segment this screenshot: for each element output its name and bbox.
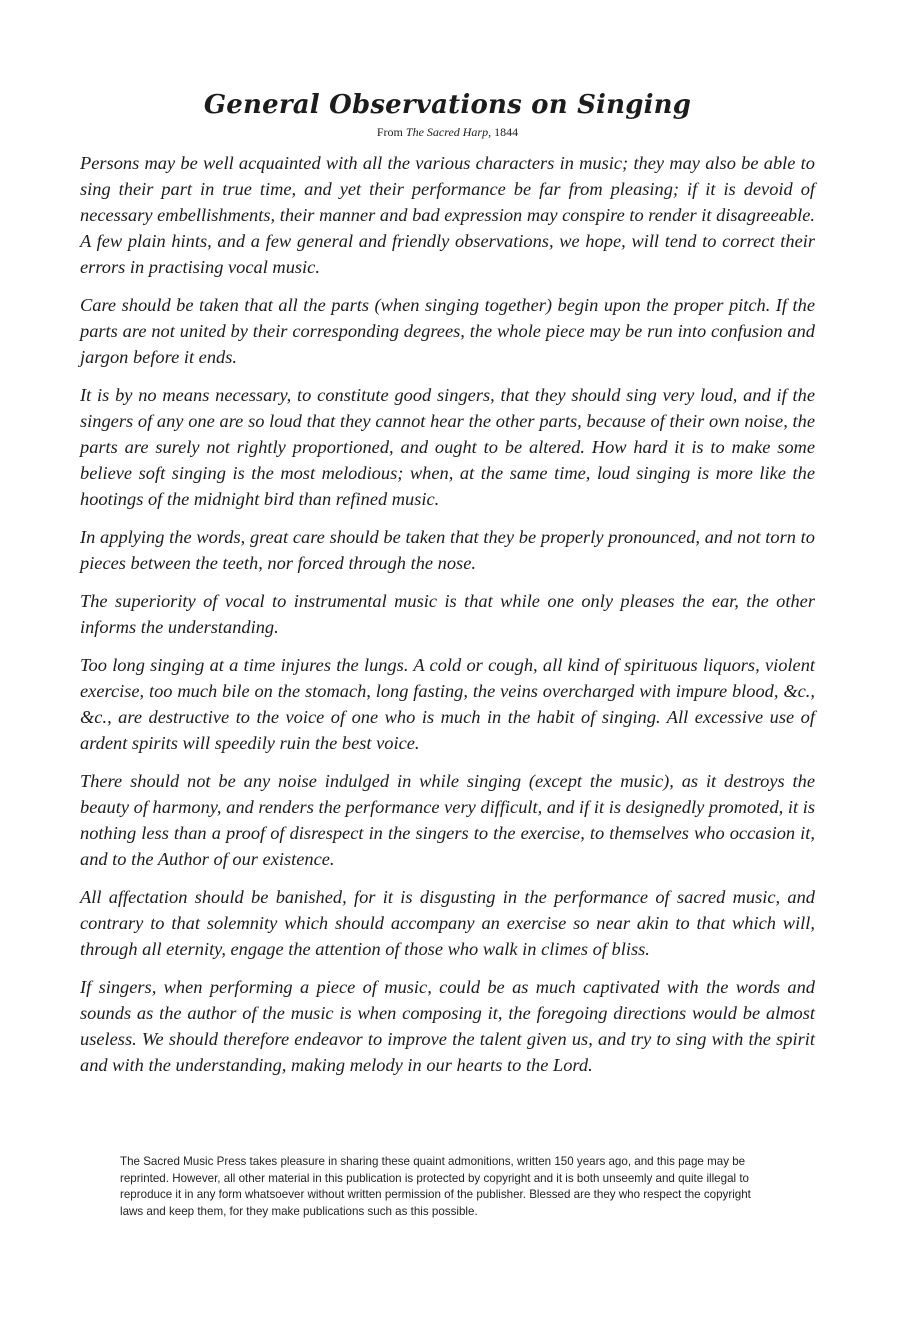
paragraph-9: If singers, when performing a piece of music, could be as much captivated with the words and sounds as the author of the music is when composing it, the foregoing directions would be almost useless. We should therefore endeavor to improve the talent given us, and try to sing with the spirit and with the understanding, making melody in our hearts to the Lord. (80, 977, 815, 1075)
copyright-notice: The Sacred Music Press takes pleasure in sharing these quaint admonitions, written 150 years ago, and this page may be reprinted. However, all other material in this publication is protected by copyright and it is both unseemly and quite illegal to reproduce it in any form whatsoever without written permission of the publisher. Blessed are they who respect the copyright laws and keep them, for they make publications such as this possible. (120, 1155, 751, 1218)
paragraph-3: It is by no means necessary, to constitute good singers, that they should sing very loud, and if the singers of any one are so loud that they cannot hear the other parts, because of their own noise, the parts are surely not rightly proportioned, and ought to be altered. How hard it is to make some believe soft singing is the most melodious; when, at the same time, loud singing is more like the hootings of the midnight bird than refined music. (80, 385, 815, 509)
page-title: General Observations on Singing (203, 90, 692, 120)
paragraph-5: The superiority of vocal to instrumental music is that while one only pleases the ear, the other informs the understanding. (80, 591, 815, 637)
paragraph-7: There should not be any noise indulged in while singing (except the music), as it destroys the beauty of harmony, and renders the performance very difficult, and if it is designedly promoted, it is nothing less than a proof of disrespect in the singers to the exercise, to themselves who occasion it, and to the Author of our existence. (80, 771, 815, 869)
document-page (80, 86, 815, 1090)
paragraph-8: All affectation should be banished, for it is disgusting in the performance of sacred music, and contrary to that solemnity which should accompany an exercise so near akin to that which will, through all eternity, engage the attention of those who walk in climes of bliss. (80, 887, 815, 959)
paragraph-2: Care should be taken that all the parts (when singing together) begin upon the proper pitch. If the parts are not united by their corresponding degrees, the whole piece may be run into confusion and jargon before it ends. (80, 295, 815, 367)
paragraph-6: Too long singing at a time injures the lungs. A cold or cough, all kind of spirituous liquors, violent exercise, too much bile on the stomach, long fasting, the veins overcharged with impure blood, &c., &c., are destructive to the voice of one who is much in the habit of singing. All excessive use of ardent spirits will speedily ruin the best voice. (80, 655, 815, 753)
subtitle-year: , 1844 (488, 125, 519, 139)
paragraph-4: In applying the words, great care should be taken that they be properly pronounced, and not torn to pieces between the teeth, nor forced through the nose. (80, 527, 815, 573)
paragraph-1: Persons may be well acquainted with all the various characters in music; they may also be able to sing their part in true time, and yet their performance be far from pleasing; if it is devoid of necessary embellishments, their manner and bad expression may conspire to render it disagreeable. A few plain hints, and a few general and friendly observations, we hope, will tend to correct their errors in practising vocal music. (80, 153, 815, 277)
subtitle-prefix: From (376, 125, 406, 139)
page-subtitle (80, 124, 815, 140)
subtitle-source: The Sacred Harp (405, 125, 489, 139)
